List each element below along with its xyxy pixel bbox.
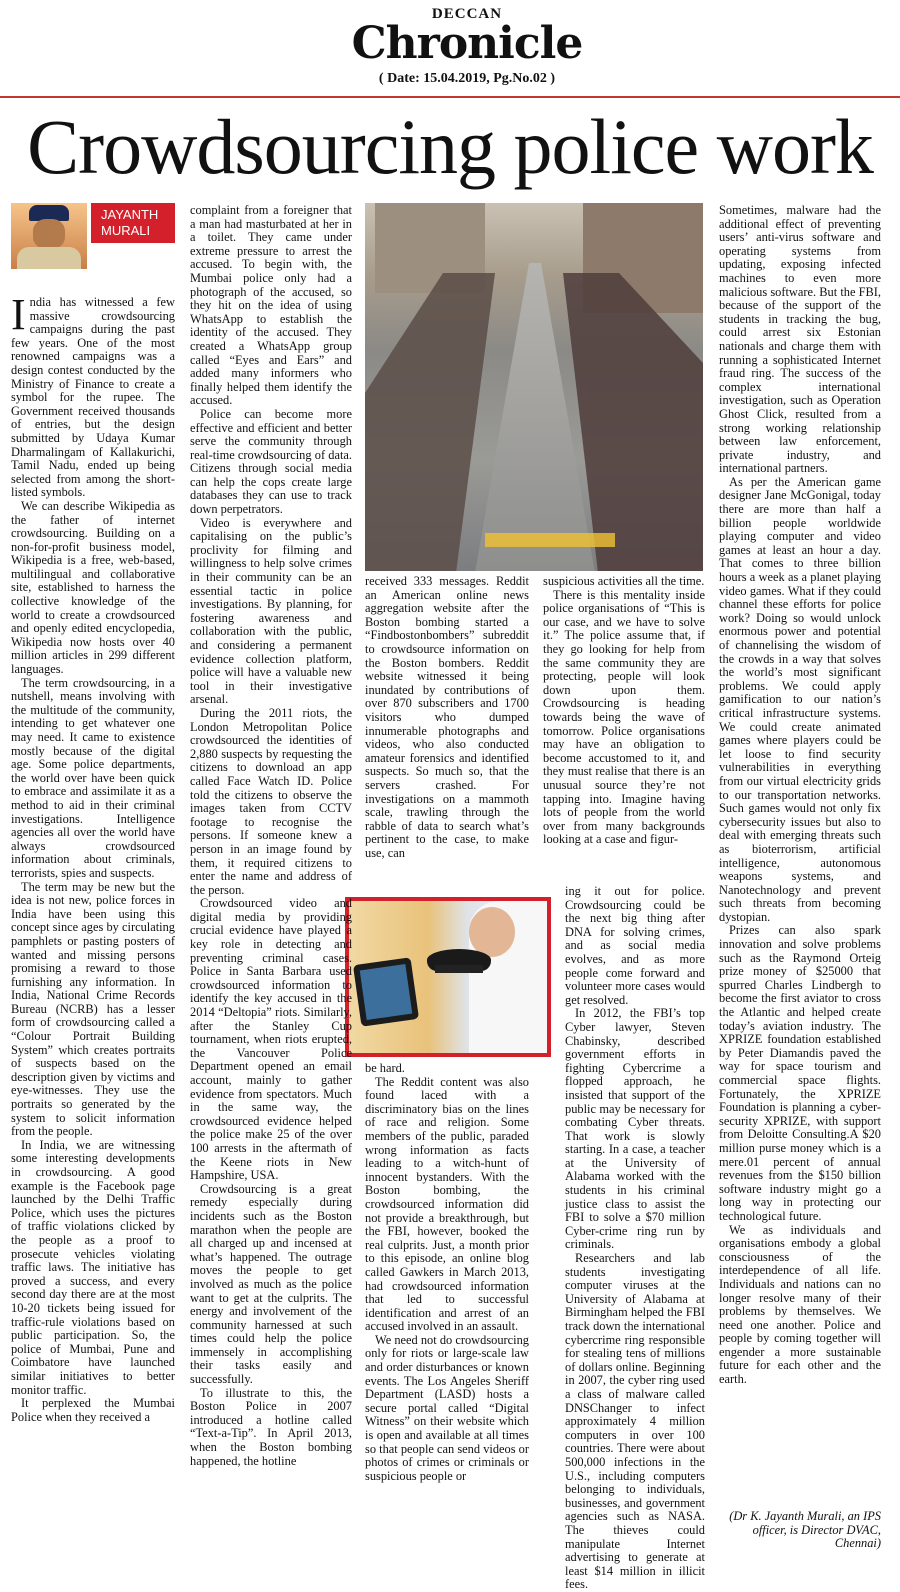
author-name-line1: JAYANTH bbox=[101, 207, 159, 222]
column-1-paragraph: The term crowdsourcing, in a nutshell, means involving with the multitude of the community, intending to get whatever one may need. It came to existence mostly because of the digital age. Some police departments, the world over have been quick to embrace and assimilate it as a method to aid in their criminal investigations. Intelligence agencies all over the world have always crowdsourced information about criminals, terrorists, spies and suspects. bbox=[11, 675, 175, 880]
column-4-paragraph: In 2012, the FBI’s top Cyber lawyer, Steven Chabinsky, described government efforts in fighting Cybercrime a flopped approach, he insisted that support of the public may be necessary for combating Cyber threats. That work is slowly starting. In a case, a teacher at the University of Alabama worked with the students in his criminal justice class to assist the FBI to solve a $70 million Cyber-crime ring run by criminals. bbox=[565, 1006, 705, 1252]
column-2-paragraph: Crowdsourced video and digital media by providing crucial evidence have played a key role in detecting and preventing criminal cases. Police in Santa Barbara used crowdsourced information to identify the key accused in the 2014 “Deltopia” riots. Similarly, after the Stanley Cup tournament, when riots erupted, the Vancouver Police Department opened an email account, mainly to gather evidence from spectators. Much in the same way, the crowdsourced evidence helped the police make 25 of the over 100 arrests in the aftermath of the Keene riots in New Hampshire, USA. bbox=[190, 896, 352, 1183]
author-signature: (Dr K. Jayanth Murali, an IPS officer, is Director DVAC, Chennai) bbox=[729, 1509, 881, 1551]
column-2-paragraph: To illustrate to this, the Boston Police in 2007 introduced a hotline called “Text-a-Tip”. In April 2013, when the Boston bombing happened, the hotline bbox=[190, 1385, 352, 1468]
column-2 bbox=[190, 204, 352, 1468]
byline bbox=[11, 203, 175, 269]
column-5-paragraph: Sometimes, malware had the additional effect of preventing users’ anti-virus software and operating systems from updating, exposing infected machines to even more malicious software. But the FBI, because of the support of the students in tracking the bug, could arrest six Estonian nationals and charge them with running a sophisticated Internet fraud ring. The success of the complex international investigation, such as Operation Ghost Click, resulted from a strong working relationship between law enforcement, private industry, and international partners. bbox=[719, 203, 881, 476]
column-4-paragraph: ing it out for police. Crowdsourcing could be the next big thing after DNA for solving crimes, and as social media evolves, and as more people come forward and volunteer more cases would get resolved. bbox=[565, 884, 705, 1007]
column-4-paragraph: Researchers and lab students investigating computer viruses at the University of Alabama at Birmingham helped the FBI track down the international cybercrime ring responsible for stealing tens of millions of dollars online. Beginning in 2007, the cyber ring used a class of malware called DNSChanger to infect approximately 4 million computers in over 100 countries. There were about 500,000 infections in the U.S., including computers belonging to individuals, businesses, and government agencies such as NASA. The thieves could manipulate Internet advertising to generate at least $14 million in illicit fees. bbox=[565, 1251, 705, 1592]
masthead-date: ( Date: 15.04.2019, Pg.No.02 ) bbox=[378, 71, 556, 86]
author-name-line2: MURALI bbox=[101, 223, 151, 238]
column-2-paragraph: During the 2011 riots, the London Metropolitan Police crowdsourced the identities of 2,880 suspects by requesting the citizens to download an app called Face Watch ID. Police told the citizens to observe the images taken from CCTV footage to recognise the persons. If someone knew a person in an image found by them, it required citizens to enter the name and address of the person. bbox=[190, 705, 352, 897]
column-5 bbox=[719, 204, 881, 1387]
column-5-paragraph: As per the American game designer Jane McGonigal, today there are more than half a billion people worldwide playing computer and video games at least an hour a day. That comes to three billion hours a week as a planet playing video games. What if they could channel these efforts for police work? Doing so would unlock enormous power and potential of channelising the wisdom of the crowds in a way that solves the world’s most significant problems. We could apply gamification to our nation’s critical infrastructure systems. We could create animated games where players could be let loose to find security vulnerabilities in everything from our virtual electricity grids to our transportation networks. Such games would not only fix cybersecurity issues but also to deal with emerging threats such as bioterrorism, artificial intelligence, autonomous weapons systems, and Nanotechnology and prevent such threats from becoming dystopian. bbox=[719, 474, 881, 924]
column-1-paragraph: We can describe Wikipedia as the father of internet crowdsourcing. Building on a non-for-profit business model, Wikipedia is a free, web-based, multilingual and collaborative site, established to harness the collective knowledge of the world to create a crowdsourced and openly edited encyclopedia, Wikipedia now hosts over 40 million articles in 299 different languages. bbox=[11, 498, 175, 677]
column-1-paragraph: It perplexed the Mumbai Police when they received a bbox=[11, 1396, 175, 1424]
column-2-paragraph: Video is everywhere and capitalising on the public’s proclivity for filming and willingness to help solve crimes in their community can be an essential tactic in police investigations. By planning, for fostering awareness and collaboration with the public, and considering a permanent evidence collection platform, police will have a valuable new tool in their investigative arsenal. bbox=[190, 515, 352, 707]
column-2-paragraph: complaint from a foreigner that a man had masturbated at her in a toilet. They came under extreme pressure to arrest the accused. To begin with, the Mumbai police only had a photograph of the accused, so they hit on the idea of using WhatsApp to establish the identity of the accused. They created a WhatsApp group called “Eyes and Ears” and added many informers who finally helped them identify the accused. bbox=[190, 203, 352, 408]
column-3-bottom bbox=[365, 1062, 529, 1483]
column-1-paragraph: ndia has witnessed a few massive crowdsourcing campaigns during the past few years. One of the most renowned campaigns was a design contest conducted by the Ministry of Finance to create a symbol for the rupee. The Government received thousands of entries, but the design submitted by Udaya Kumar Dharmalingam of Kallakurichi, Tamil Nadu, ended up being selected from among the short-listed symbols. bbox=[11, 295, 175, 500]
column-4-top bbox=[543, 575, 705, 847]
column-4-bottom bbox=[565, 885, 705, 1592]
masthead bbox=[337, 0, 597, 92]
column-2-paragraph: Police can become more effective and efficient and better serve the community through real-time crowdsourcing of data. Citizens through social media can help the cops create large databases they can use to track down perpetrators. bbox=[190, 406, 352, 517]
boston-marathon-photo bbox=[365, 203, 703, 571]
headline: Crowdsourcing police work bbox=[27, 103, 873, 190]
masthead-name: Chronicle bbox=[351, 18, 583, 69]
column-3-paragraph: received 333 messages. Reddit an American online news aggregation website after the Boston bombing started a “Findbostonbombers” subreddit to crowdsource information on the Boston bombers. Reddit website witnessed it being inundated by contributions of over 870 subscribers and 1700 visitors who dumped innumerable photographs and videos, who also conducted amateur forensics and identified suspects. So much so, that the servers crashed. For investigations on a mammoth scale, trawling through the rabble of data to search what’s pertinent to the case, to make use, can bbox=[365, 574, 529, 860]
column-1-paragraph: In India, we are witnessing some interesting developments in crowdsourcing. A good example is the Facebook page launched by the Delhi Traffic Police, which uses the pictures of traffic violations clicked by the people as a proof to prosecute vehicles violating traffic laws. The initiative has proved a success, and every second day there are at the most 10-20 tickets being issued for traffic-rule violations based on public participation. So, the police of Mumbai, Pune and Coimbatore have launched similar initiatives to better monitor traffic. bbox=[11, 1137, 175, 1397]
masthead-top: DECCAN bbox=[431, 6, 503, 22]
column-3-paragraph: The Reddit content was also found laced with a discriminatory bias on the lines of race and religion. Some members of the public, paraded wrong information as facts leading to a witch-hunt of innocent bystanders. With the Boston bombing, the crowdsourced information did not provide a breakthrough, but the FBI, however, booked the real culprits. Just, a month prior to this episode, an online blog called Gawkers in March 2013, had crowdsourced information that led to successful identification and arrest of an accused involved in an assault. bbox=[365, 1074, 529, 1334]
column-4-paragraph: There is this mentality inside police organisations of “This is our case, and we have to solve it.” The police assume that, if they go looking for help from the same community they are protecting, people will look down upon them. Crowdsourcing is heading towards being the wave of tomorrow. Police organisations may have an obligation to become accustomed to it, and they must realise that there is an unusual source they’re not tapping into. Imagine having lots of people from the world over from many backgrounds looking at a case and figur- bbox=[543, 587, 705, 847]
column-2-paragraph: Crowdsourcing is a great remedy especially during incidents such as the Boston marathon when the people are all charged up and incensed at what’s happened. The outrage moves the people to get involved as much as the police want to get at the culprits. The energy and involvement of the community harnessed at such times could help the police immensely in accomplishing their tasks easily and successfully. bbox=[190, 1181, 352, 1387]
column-4-paragraph: suspicious activities all the time. bbox=[543, 574, 705, 588]
author-name bbox=[91, 203, 175, 243]
column-3-paragraph: We need not do crowdsourcing only for riots or large-scale law and order disturbances or known events. The Los Angeles Sheriff Department (LASD) hosts a secure portal called “Digital Witness” on their website which is open and available at all times so that people can send videos or photos of crimes or criminals or suspicious people or bbox=[365, 1332, 529, 1483]
column-5-paragraph: Prizes can also spark innovation and solve problems such as the Raymond Orteig prize money of $25000 that spurred Charles Lindbergh to become the first aviator to cross the Atlantic and helped create today’s aviation industry. The XPRIZE foundation established by Peter Diamandis paved the way for space tourism and commercial space flights. Fortunately, the XPRIZE Foundation is planning a cyber-security XPRIZE, with support from Deloitte Consulting.A $20 million purse money which is a mere.01 percent of annual revenues from the $150 billion software industry might go a long way in protecting our technological future. bbox=[719, 923, 881, 1223]
column-3-paragraph: be hard. bbox=[365, 1061, 405, 1075]
author-photo bbox=[11, 203, 87, 269]
column-1-paragraph: The term may be new but the idea is not new, police forces in India have been using this concept since ages by circulating pamphlets or pasting posters of wanted and missing persons promising a reward to those furnishing any information. In India, National Crime Records Bureau (NCRB) has a lesser form of crowdsourcing called a “Colour Portrait Building System” which creates portraits of suspects based on the description given by victims and eye-witnesses. They use the portraits so generated by the system to solicit information from the people. bbox=[11, 879, 175, 1139]
column-5-paragraph: We as individuals and organisations embody a global consciousness of the interdependence of all life. Individuals and nations can no longer resolve many of their problems by themselves. We need one another. Police and people by coming together will engender a more sustainable future for each other and the earth. bbox=[719, 1222, 881, 1387]
police-officer-ipad-photo bbox=[345, 897, 551, 1057]
column-3-top bbox=[365, 575, 529, 860]
header-rule bbox=[0, 96, 900, 98]
drop-cap: I bbox=[11, 290, 26, 339]
column-1 bbox=[11, 290, 175, 1424]
